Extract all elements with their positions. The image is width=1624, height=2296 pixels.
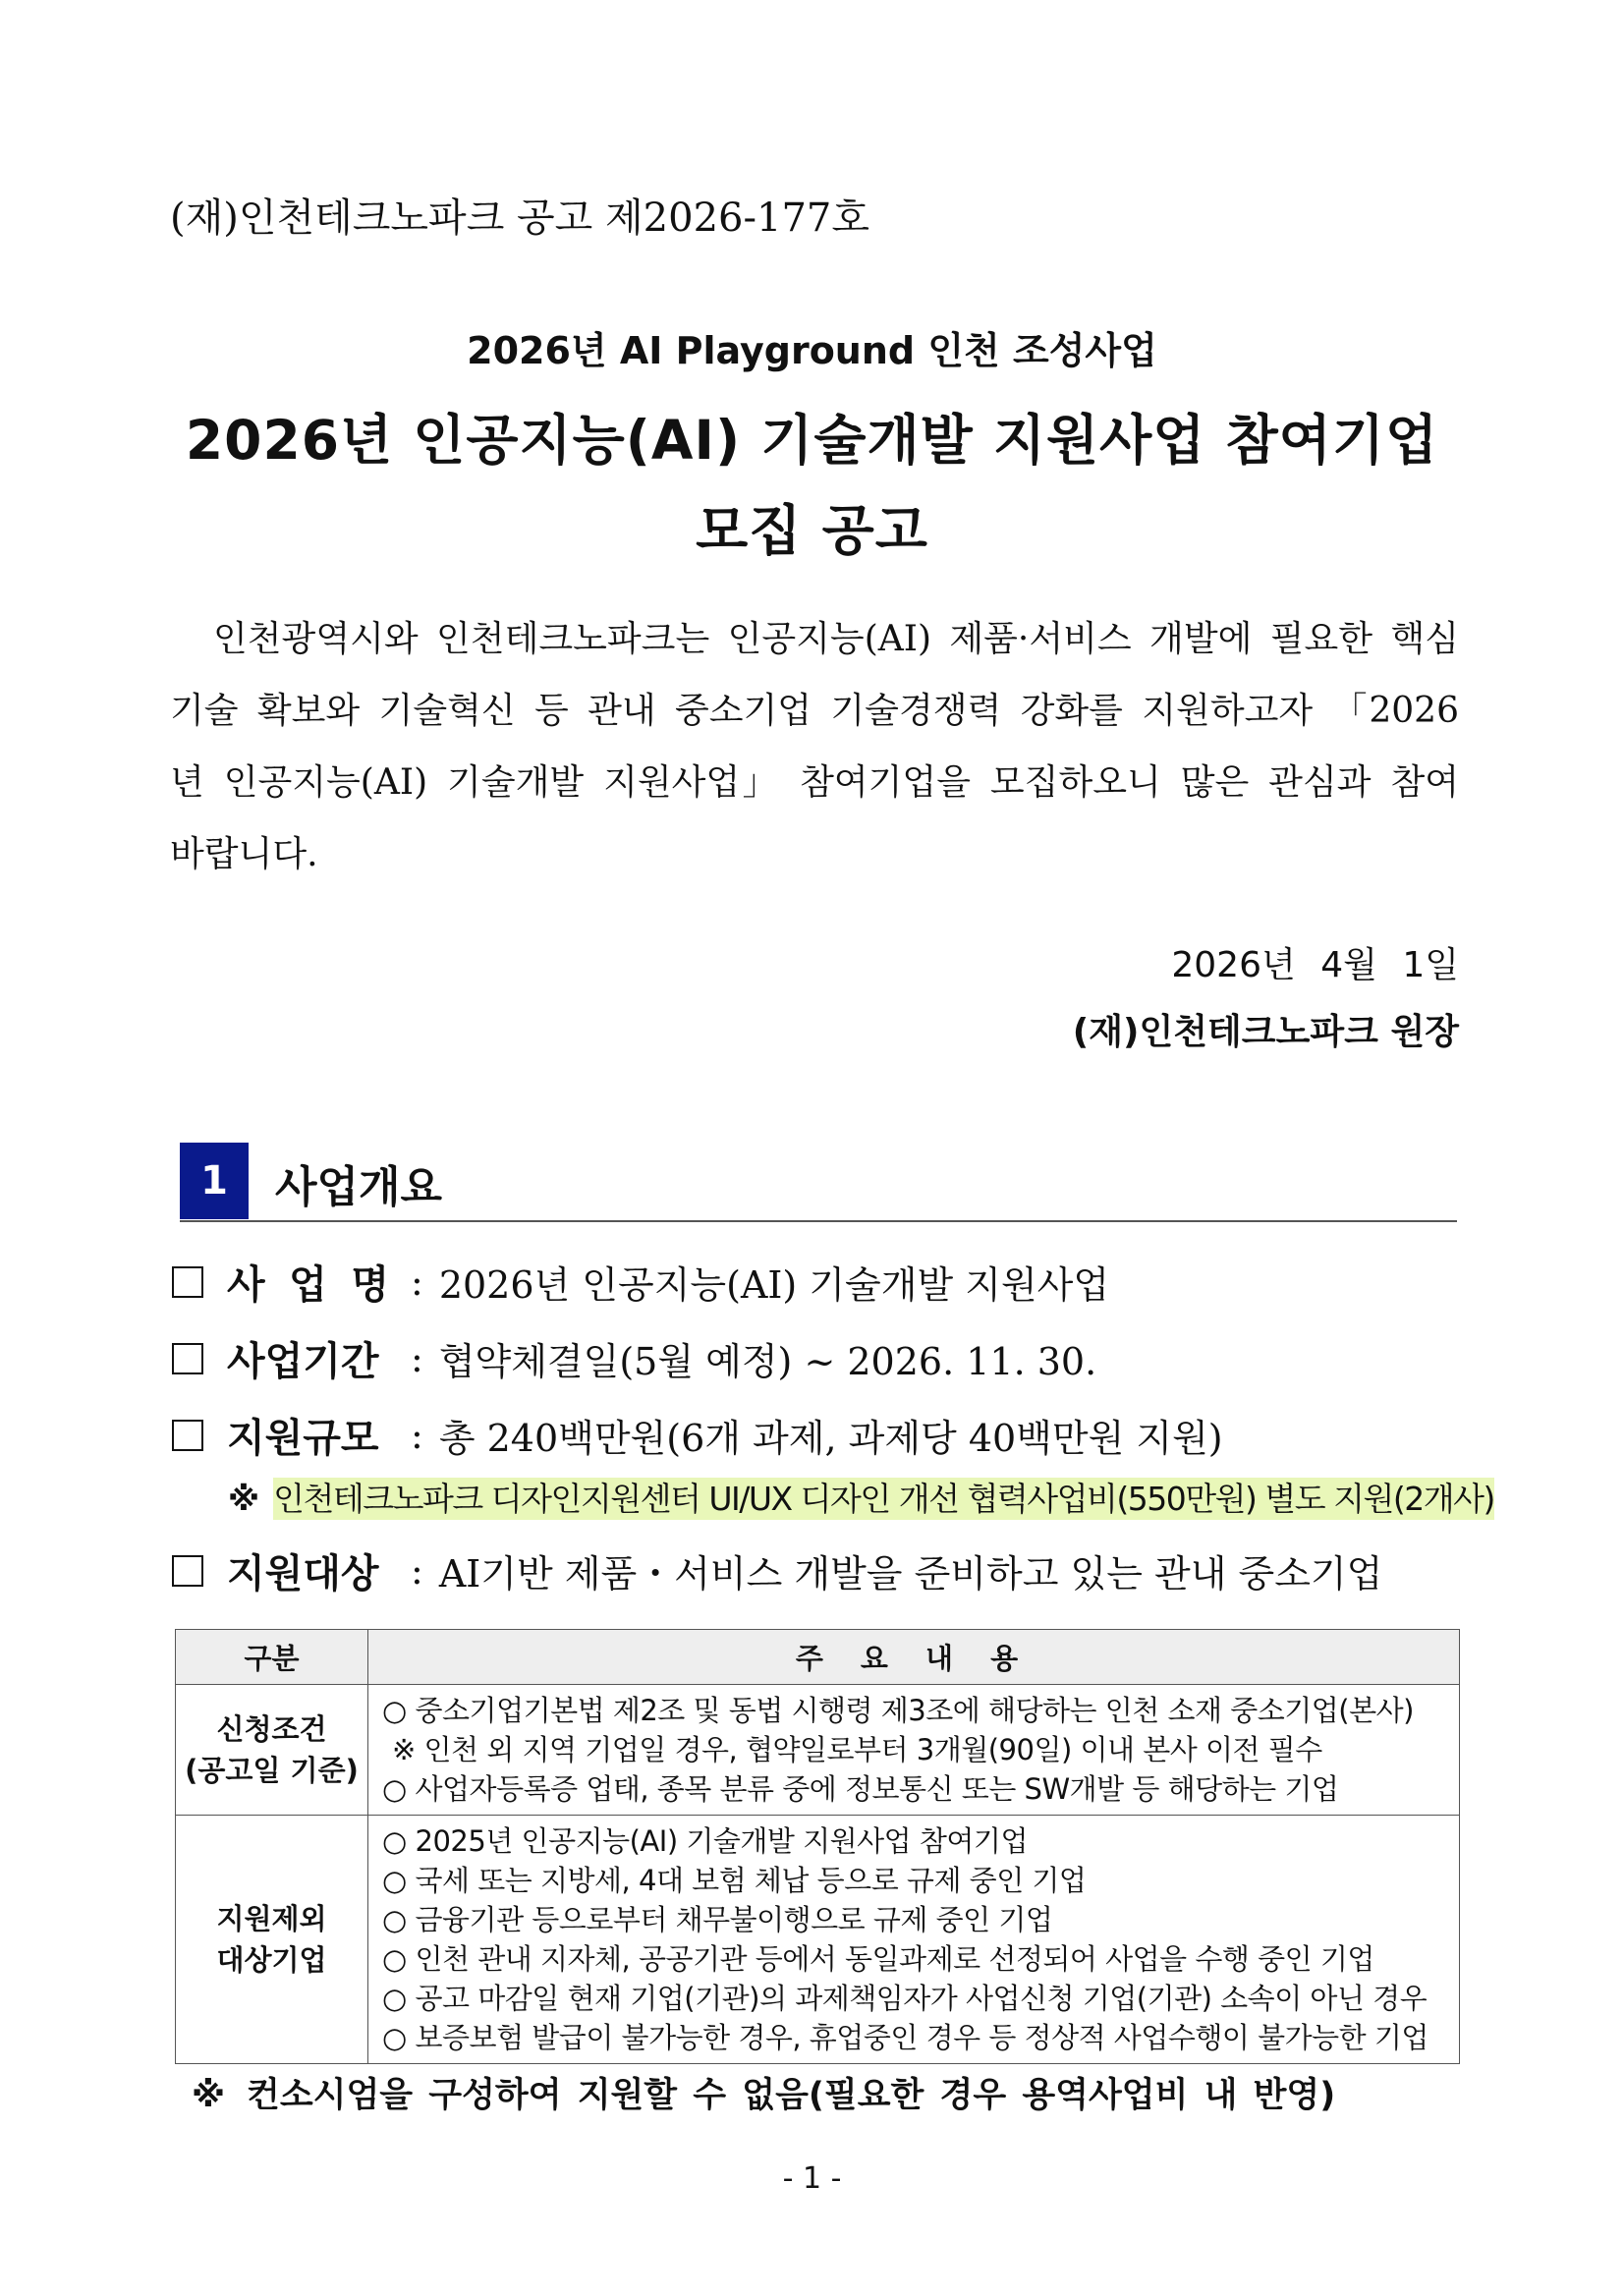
list-item: ○ 금융기관 등으로부터 채무불이행으로 규제 중인 기업	[382, 1903, 1053, 1936]
item-support-target	[172, 1542, 1382, 1598]
table-row	[176, 1816, 1460, 2064]
document-title-line2: 모집 공고	[696, 499, 928, 562]
checkbox-square-icon	[172, 1266, 203, 1298]
intro-paragraph: 인천광역시와 인천테크노파크는 인공지능(AI) 제품·서비스 개발에 필요한 핵심기술 확보와 기술혁신 등 관내 중소기업 기술경쟁력 강화를 지원하고자 「2026년 인공지능(AI) 기술개발 지원사업」 참여기업을 모집하오니 많은 관심과 참여 바랍니다.	[170, 619, 1459, 874]
item-colon: :	[411, 1260, 423, 1304]
checkbox-square-icon	[172, 1420, 203, 1451]
section-number-badge: 1	[180, 1143, 249, 1219]
table-row	[176, 1685, 1460, 1816]
category-line: (공고일 기준)	[185, 1754, 359, 1787]
list-item: ○ 중소기업기본법 제2조 및 동법 시행령 제3조에 해당하는 인천 소재 중소기업(본사)	[382, 1694, 1414, 1727]
reference-mark-icon: ※	[228, 1480, 260, 1518]
final-note	[192, 2068, 1335, 2117]
category-line: 지원제외	[216, 1902, 327, 1935]
category-line: 신청조건	[216, 1712, 327, 1746]
checkbox-square-icon	[172, 1555, 203, 1587]
item-project-name	[172, 1254, 1109, 1310]
final-note-text: 컨소시엄을 구성하여 지원할 수 없음(필요한 경우 용역사업비 내 반영)	[247, 2076, 1336, 2115]
item-colon: :	[411, 1336, 423, 1380]
item-label: 사업기간	[227, 1339, 379, 1384]
document-subtitle: 2026년 AI Playground 인천 조성사업	[467, 329, 1157, 372]
table-row-category	[176, 1685, 368, 1816]
list-item: ○ 사업자등록증 업태, 종목 분류 중에 정보통신 또는 SW개발 등 해당하는 기업	[382, 1772, 1339, 1806]
reference-mark-icon: ※	[192, 2076, 226, 2115]
table-row-content	[368, 1816, 1460, 2064]
item-colon: :	[411, 1548, 423, 1593]
table-header-row	[176, 1630, 1460, 1685]
highlighted-note	[228, 1474, 1494, 1520]
checkbox-square-icon	[172, 1343, 203, 1374]
page-number: - 1 -	[782, 2161, 842, 2196]
item-label: 사 업 명	[227, 1262, 389, 1308]
list-item: ○ 2025년 인공지능(AI) 기술개발 지원사업 참여기업	[382, 1824, 1028, 1858]
section-title: 사업개요	[275, 1162, 443, 1212]
notice-number: (재)인천테크노파크 공고 제2026-177호	[170, 196, 869, 241]
item-project-period	[172, 1330, 1096, 1386]
item-colon: :	[411, 1413, 423, 1457]
document-title-line1: 2026년 인공지능(AI) 기술개발 지원사업 참여기업	[185, 409, 1439, 472]
item-label: 지원대상	[227, 1551, 379, 1596]
highlighted-note-text: 인천테크노파크 디자인지원센터 UI/UX 디자인 개선 협력사업비(550만원) 별도 지원(2개사)	[273, 1480, 1494, 1518]
section-divider	[180, 1220, 1457, 1222]
announcing-organization: (재)인천테크노파크 원장	[1072, 1012, 1459, 1052]
list-item: ※ 인천 외 지역 기업일 경우, 협약일로부터 3개월(90일) 이내 본사 이전 필수	[392, 1733, 1322, 1766]
item-label: 지원규모	[227, 1416, 379, 1461]
list-item: ○ 보증보험 발급이 불가능한 경우, 휴업중인 경우 등 정상적 사업수행이 불가능한 기업	[382, 2021, 1428, 2054]
table-header-content: 주 요 내 용	[368, 1630, 1460, 1685]
list-item: ○ 국세 또는 지방세, 4대 보험 체납 등으로 규제 중인 기업	[382, 1864, 1087, 1897]
item-value: AI기반 제품・서비스 개발을 준비하고 있는 관내 중소기업	[438, 1552, 1383, 1596]
item-value: 2026년 인공지능(AI) 기술개발 지원사업	[438, 1263, 1110, 1307]
list-item: ○ 공고 마감일 현재 기업(기관)의 과제책임자가 사업신청 기업(기관) 소속이 아닌 경우	[382, 1982, 1428, 2015]
list-item: ○ 인천 관내 지자체, 공공기관 등에서 동일과제로 선정되어 사업을 수행 중인 기업	[382, 1942, 1374, 1976]
category-line: 대상기업	[216, 1943, 327, 1977]
table-header-category: 구분	[176, 1630, 368, 1685]
announcement-date: 2026년 4월 1일	[1171, 945, 1459, 985]
item-support-scale	[172, 1407, 1223, 1463]
table-row-content	[368, 1685, 1460, 1816]
table-row-category	[176, 1816, 368, 2064]
item-value: 총 240백만원(6개 과제, 과제당 40백만원 지원)	[438, 1417, 1223, 1460]
eligibility-table	[175, 1629, 1460, 2064]
item-value: 협약체결일(5월 예정) ~ 2026. 11. 30.	[438, 1340, 1097, 1383]
